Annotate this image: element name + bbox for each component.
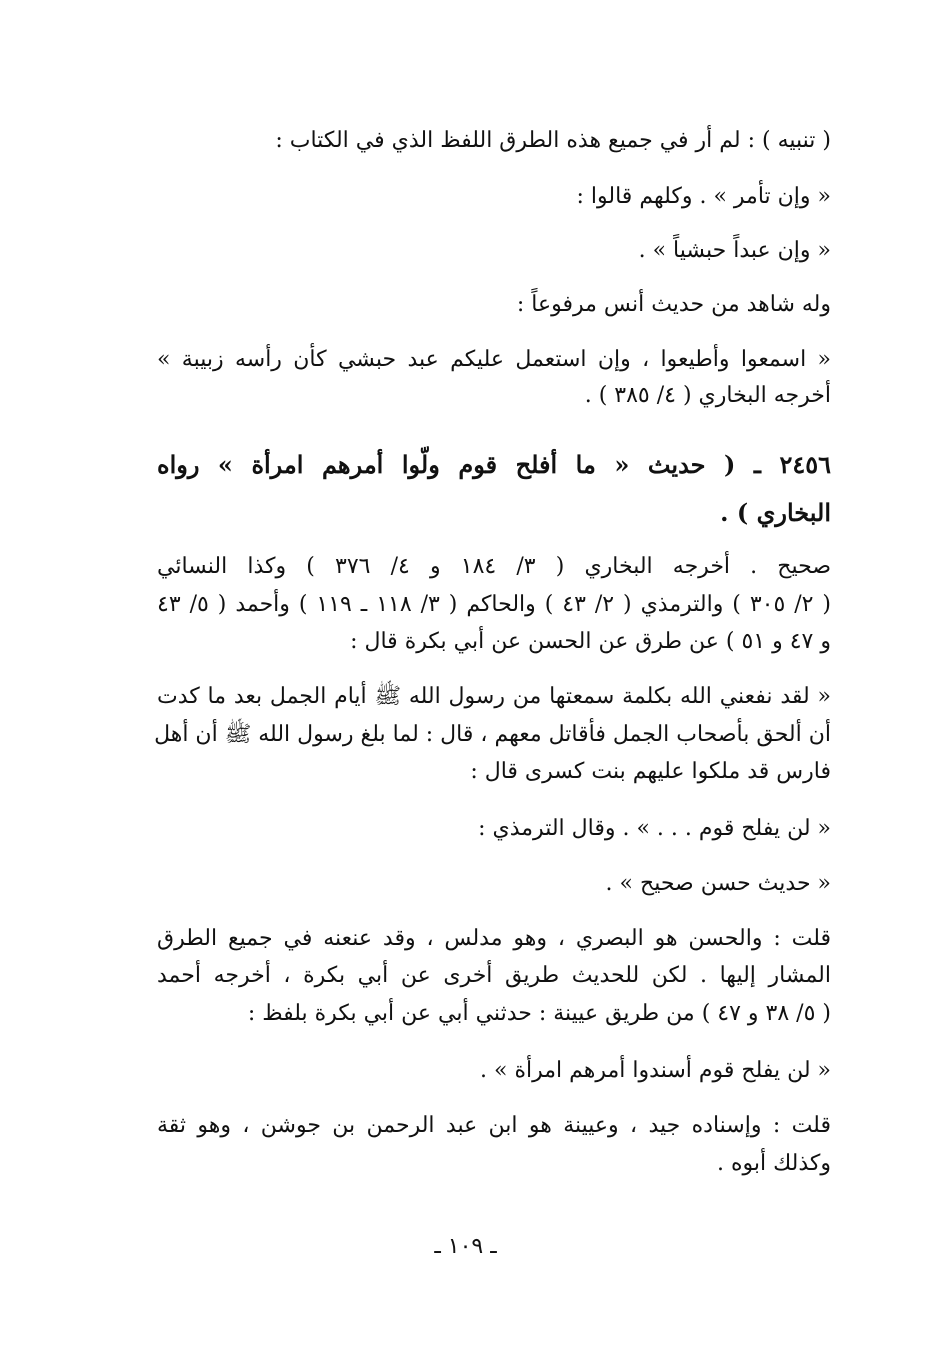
text-line: قلت : والحسن هو البصري ، وهو مدلس ، وقد عنعنه في جميع الطرق — [157, 926, 832, 951]
quote-line: أن ألحق بأصحاب الجمل فأقاتل معهم ، قال : لما بلغ رسول الله ﷺ أن أهل — [154, 722, 831, 747]
quote-line: « لقد نفعني الله بكلمة سمعتها من رسول الله ﷺ أيام الجمل بعد ما كدت — [157, 684, 831, 709]
quote-line: « اسمعوا وأطيعوا ، وإن استعمل عليكم عبد حبشي كأن رأسه زبيبة » — [157, 347, 831, 372]
hadith-heading: ٢٤٥٦ ـ ( حديث « ما أفلح قوم ولّوا أمرهم امرأة » رواه — [157, 450, 831, 479]
text-line: وله شاهد من حديث أنس مرفوعاً : — [516, 292, 831, 317]
quote-line: فارس قد ملكوا عليهم بنت كسرى قال : — [470, 759, 831, 784]
text-line: وكذلك أبوه . — [717, 1151, 831, 1176]
note-line: ( تنبيه ) : لم أر في جميع هذه الطرق اللفظ الذي في الكتاب : — [275, 128, 831, 153]
quote-line: « لن يفلح قوم . . . » . وقال الترمذي : — [478, 816, 831, 841]
page-number: ـ ١٠٩ ـ — [434, 1234, 497, 1259]
text-line: المشار إليها . لكن للحديث طريق أخرى عن أبي بكرة ، أخرجه أحمد — [157, 963, 831, 988]
quote-line: « حديث حسن صحيح » . — [605, 871, 831, 896]
text-line: و ٤٧ و ٥١ ) عن طرق عن الحسن عن أبي بكرة قال : — [350, 629, 831, 654]
hadith-heading: البخاري ) . — [720, 498, 831, 527]
text-line: ( ٢/ ٣٠٥ ) والترمذي ( ٢/ ٤٣ ) والحاكم ( ٣/ ١١٨ ـ ١١٩ ) وأحمد ( ٥/ ٤٣ — [157, 592, 831, 617]
quote-line: « وإن عبداً حبشياً » . — [638, 238, 831, 263]
text-line: صحيح . أخرجه البخاري ( ٣/ ١٨٤ و ٤/ ٣٧٦ ) وكذا النسائي — [157, 554, 832, 579]
source-line: أخرجه البخاري ( ٤/ ٣٨٥ ) . — [584, 383, 831, 408]
text-line: قلت : وإسناده جيد ، وعيينة هو ابن عبد الرحمن بن جوشن ، وهو ثقة — [157, 1113, 831, 1138]
text-line: ( ٥/ ٣٨ و ٤٧ ) من طريق عيينة : حدثني أبي عن أبي بكرة بلفظ : — [247, 1001, 831, 1026]
quote-line: « لن يفلح قوم أسندوا أمرهم امرأة » . — [480, 1058, 831, 1083]
quote-line: « وإن تأمر » . وكلهم قالوا : — [576, 184, 831, 209]
